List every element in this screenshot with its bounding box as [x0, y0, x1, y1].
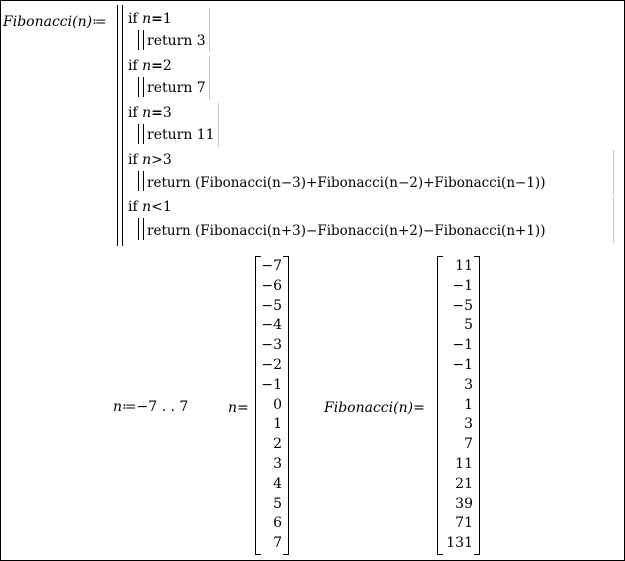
branch-guide [613, 150, 614, 195]
if-keyword: if [128, 11, 138, 27]
return-statement-2[interactable]: return 7 [147, 80, 206, 96]
branch-guide [209, 56, 210, 100]
return-statement-4[interactable]: return (Fibonacci(n−3)+Fibonacci(n−2)+Fibonacci(n−1)) [147, 175, 546, 191]
if-condition-5[interactable] [128, 199, 172, 215]
if-keyword: if [128, 199, 138, 215]
vector-element: −2 [261, 357, 282, 373]
vector-element: −5 [261, 297, 282, 314]
range-definition[interactable] [113, 399, 188, 415]
vector-element: 4 [273, 475, 282, 492]
vector-element: 11 [455, 258, 473, 274]
vector-element: 3 [464, 416, 473, 433]
vector-element: −3 [261, 337, 282, 354]
return-statement-5[interactable]: return (Fibonacci(n+3)−Fibonacci(n+2)−Fibonacci(n+1)) [147, 223, 546, 239]
cond-operator: = [151, 11, 163, 27]
branch-body-bracket [138, 218, 144, 240]
cond-operator: = [151, 105, 163, 121]
vector-element: 21 [455, 475, 473, 492]
if-keyword: if [128, 58, 138, 74]
vector-element: 1 [464, 396, 473, 413]
vector-element: 5 [464, 317, 473, 334]
fib-evaluation-label[interactable] [324, 400, 425, 416]
vector-element: 131 [446, 535, 473, 552]
lhs-argument: (n) [72, 14, 93, 30]
branch-guide [218, 103, 219, 147]
program-bracket [117, 5, 123, 246]
fib-vector-right-bracket [474, 256, 480, 555]
cond-operator: > [151, 152, 163, 168]
cond-value: 3 [162, 152, 172, 168]
cond-value: 2 [162, 58, 172, 74]
vector-element: −1 [452, 277, 473, 294]
if-condition-4[interactable] [128, 152, 172, 168]
vector-element: 39 [455, 495, 473, 512]
cond-operator: = [151, 58, 163, 74]
vector-element: −4 [261, 317, 282, 334]
cond-operator: < [151, 199, 163, 215]
n-evaluation-label[interactable] [228, 400, 249, 416]
branch-body-bracket [138, 77, 144, 97]
vector-element: −5 [452, 297, 473, 314]
definition-lhs [3, 14, 107, 30]
if-condition-1[interactable] [128, 11, 172, 27]
assign-operator: ≔ [122, 399, 137, 415]
return-statement-3[interactable]: return 11 [147, 127, 215, 143]
vector-element: −1 [452, 357, 473, 373]
cond-var: n [142, 11, 152, 27]
cond-var: n [142, 105, 152, 121]
range-expression: −7 . . 7 [136, 399, 189, 415]
branch-body-bracket [138, 30, 144, 50]
vector-element: −1 [261, 376, 282, 393]
n-result-vector [258, 258, 282, 554]
range-var: n [113, 399, 123, 415]
fib-result-vector [440, 258, 473, 554]
branch-body-bracket [138, 124, 144, 144]
vector-element: 11 [455, 456, 473, 472]
if-keyword: if [128, 152, 138, 168]
if-condition-3[interactable] [128, 105, 172, 121]
vector-element: 5 [273, 495, 282, 512]
eval-equals: = [237, 400, 249, 416]
vector-element: 6 [273, 515, 282, 532]
branch-body-bracket [138, 171, 144, 191]
vector-element: 1 [273, 416, 282, 433]
vector-element: 7 [273, 535, 282, 552]
vector-element: 7 [464, 436, 473, 453]
vector-element: −1 [452, 337, 473, 354]
vector-element: 3 [464, 376, 473, 393]
return-statement-1[interactable]: return 3 [147, 33, 206, 49]
vector-element: 3 [273, 456, 282, 472]
vector-element: −7 [261, 258, 282, 274]
cond-var: n [142, 199, 152, 215]
eval-argument: (n) [393, 400, 414, 416]
cond-value: 1 [162, 11, 172, 27]
if-condition-2[interactable] [128, 58, 172, 74]
if-keyword: if [128, 105, 138, 121]
lhs-function-name: Fibonacci [3, 14, 73, 30]
cond-value: 3 [162, 105, 172, 121]
branch-guide [613, 197, 614, 243]
eval-function: Fibonacci [324, 400, 394, 416]
eval-var: n [228, 400, 238, 416]
eval-equals: = [413, 400, 425, 416]
assign-operator: ≔ [92, 14, 107, 30]
vector-element: 71 [455, 515, 473, 532]
cond-var: n [142, 58, 152, 74]
vector-element: 0 [273, 396, 282, 413]
cond-var: n [142, 152, 152, 168]
branch-guide [209, 8, 210, 52]
cond-value: 1 [162, 199, 172, 215]
vector-element: −6 [261, 277, 282, 294]
vector-element: 2 [273, 436, 282, 453]
n-vector-right-bracket [283, 256, 289, 555]
